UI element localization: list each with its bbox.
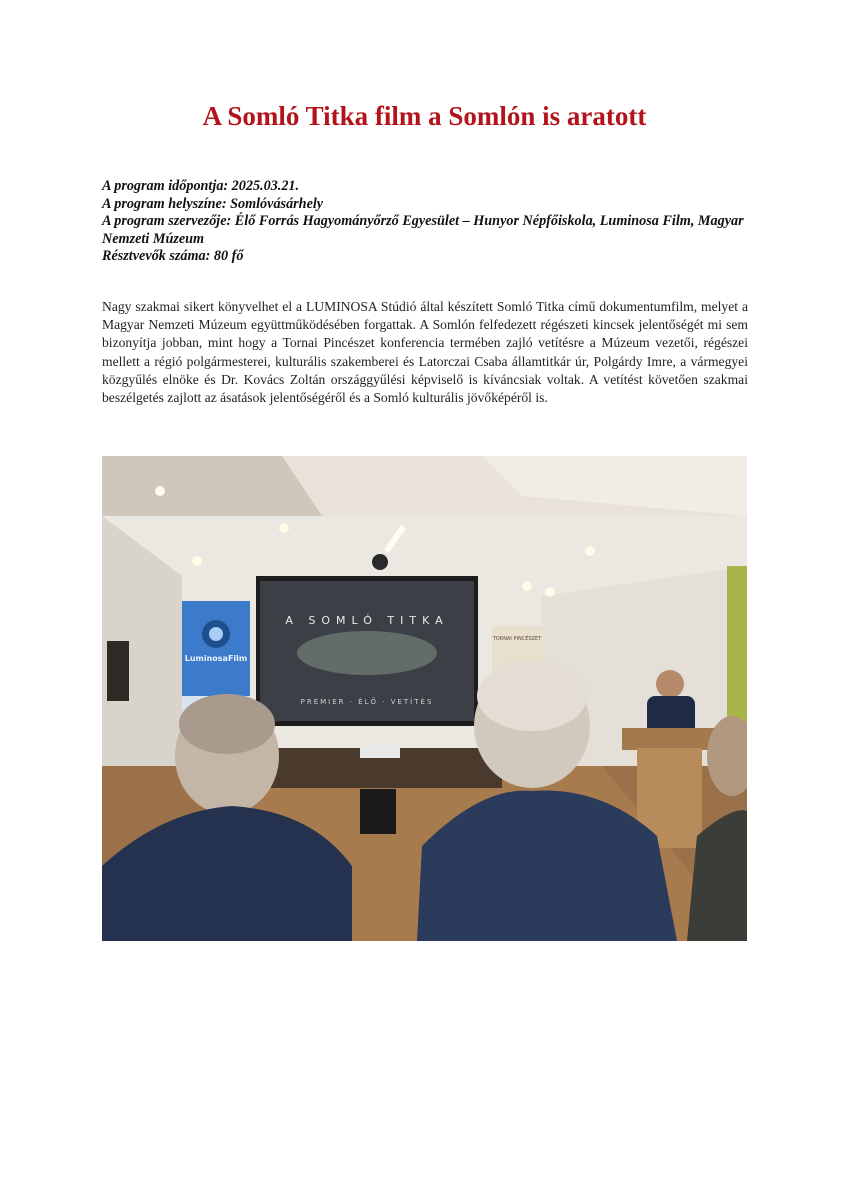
meta-location: A program helyszíne: Somlóvásárhely [102,195,324,212]
meta-date: A program időpontja: 2025.03.21. [102,178,300,194]
article-paragraph: Nagy szakmai sikert könyvelhet el a LUMINOSA Stúdió által készített Somló Titka című dokumentumfilm, melyet a Magyar Nemzeti Múzeum együttműködésében forgattak. A Somlón felfedezett régészeti kincsek jelentőségét mi sem bizonyítja jobban, mint hogy a Tornai Pincészet konferencia termében zajló vetítésre a Múzeum vezetői, régészei mellett a régió polgármesterei, kulturális szakemberei és Latorczai Csaba államtitkár úr, Polgárdy Imre, a vármegyei közgyűlés elnöke és Dr. Kovács Zoltán országgyűlési képviselő is kíváncsiak voltak. A vetítést követően szakmai beszélgetés zajlott az ásatások jelentőségéről és a Somló kulturális jövőképéről is. [102,299,748,406]
meta-participants: Résztvevők száma: 80 fő [102,248,244,264]
banner-text: LuminosaFilm [184,654,248,663]
meta-organizer: A program szervezője: Élő Forrás Hagyományőrző Egyesület – Hunyor Népfőiskola, Luminosa Film, Magyar Nemzeti Múzeum [102,213,744,247]
page-title: A Somló Titka film a Somlón is aratott [202,101,647,131]
program-meta [102,178,750,266]
poster-text: TORNAI PINCÉSZET [492,636,542,642]
screen-title: A SOMLÓ TITKA [285,614,449,627]
event-photo [102,456,747,941]
screen-subtitle: PREMIER · ÉLŐ · VETÍTÉS [300,698,434,706]
